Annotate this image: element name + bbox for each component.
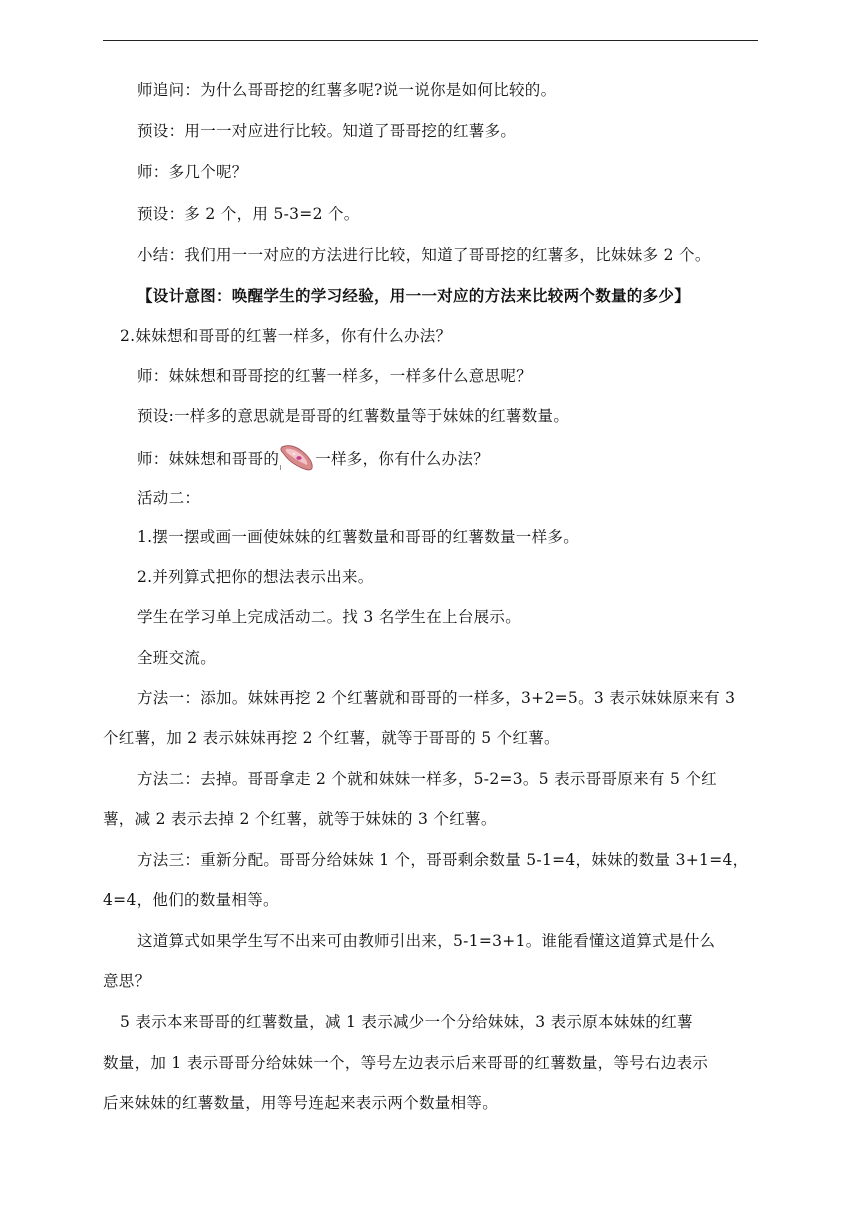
method-three-line: 4=4，他们的数量相等。 [103, 891, 279, 909]
design-intent-note: 【设计意图：唤醒学生的学习经验，用一一对应的方法来比较两个数量的多少】 [137, 286, 691, 305]
method-two-line: 方法二：去掉。哥哥拿走 2 个就和妹妹一样多，5-2=3。5 表示哥哥原来有 5 个红 [137, 770, 717, 788]
text-line: 预设：多 2 个，用 5-3=2 个。 [137, 205, 360, 223]
method-two-line: 薯，减 2 表示去掉 2 个红薯，就等于妹妹的 3 个红薯。 [103, 810, 497, 828]
text-segment: 一样多，你有什么办法？ [315, 450, 490, 468]
text-line: 师追问：为什么哥哥挖的红薯多呢?说一说你是如何比较的。 [137, 81, 557, 99]
text-line-with-picture [137, 446, 489, 474]
text-segment: 师：妹妹想和哥哥的 [137, 450, 280, 468]
method-one-line: 个红薯，加 2 表示妹妹再挖 2 个红薯，就等于哥哥的 5 个红薯。 [103, 729, 560, 747]
text-line: 这道算式如果学生写不出来可由教师引出来，5-1=3+1。谁能看懂这道算式是什么 [137, 932, 716, 950]
text-line: 师：多几个呢？ [137, 163, 248, 181]
method-one-line: 方法一：添加。妹妹再挖 2 个红薯就和哥哥的一样多，3+2=5。3 表示妹妹原来有 3 [137, 689, 736, 707]
text-line: 后来妹妹的红薯数量，用等号连起来表示两个数量相等。 [103, 1094, 499, 1112]
text-line: 1.摆一摆或画一画使妹妹的红薯数量和哥哥的红薯数量一样多。 [137, 528, 579, 546]
sweet-potato-icon [280, 443, 314, 471]
text-line: 小结：我们用一一对应的方法进行比较，知道了哥哥挖的红薯多，比妹妹多 2 个。 [137, 246, 711, 264]
text-line: 全班交流。 [137, 649, 217, 667]
text-line: 2.并列算式把你的想法表示出来。 [137, 568, 374, 586]
text-line: 预设：用一一对应进行比较。知道了哥哥挖的红薯多。 [137, 122, 517, 140]
text-line: 预设:一样多的意思就是哥哥的红薯数量等于妹妹的红薯数量。 [137, 407, 570, 425]
text-line: 数量，加 1 表示哥哥分给妹妹一个，等号左边表示后来哥哥的红薯数量，等号右边表示 [103, 1054, 709, 1072]
text-line: 意思？ [103, 972, 151, 990]
section-heading: 2.妹妹想和哥哥的红薯一样多，你有什么办法？ [120, 327, 452, 345]
header-rule [103, 40, 758, 41]
text-line: 学生在学习单上完成活动二。找 3 名学生在上台展示。 [137, 608, 522, 626]
method-three-line: 方法三：重新分配。哥哥分给妹妹 1 个，哥哥剩余数量 5-1=4，妹妹的数量 3+1=4， [137, 851, 749, 869]
activity-heading: 活动二： [137, 489, 201, 507]
text-line: 5 表示本来哥哥的红薯数量，减 1 表示减少一个分给妹妹，3 表示原本妹妹的红薯 [120, 1013, 693, 1031]
text-line: 师：妹妹想和哥哥挖的红薯一样多，一样多什么意思呢？ [137, 367, 533, 385]
